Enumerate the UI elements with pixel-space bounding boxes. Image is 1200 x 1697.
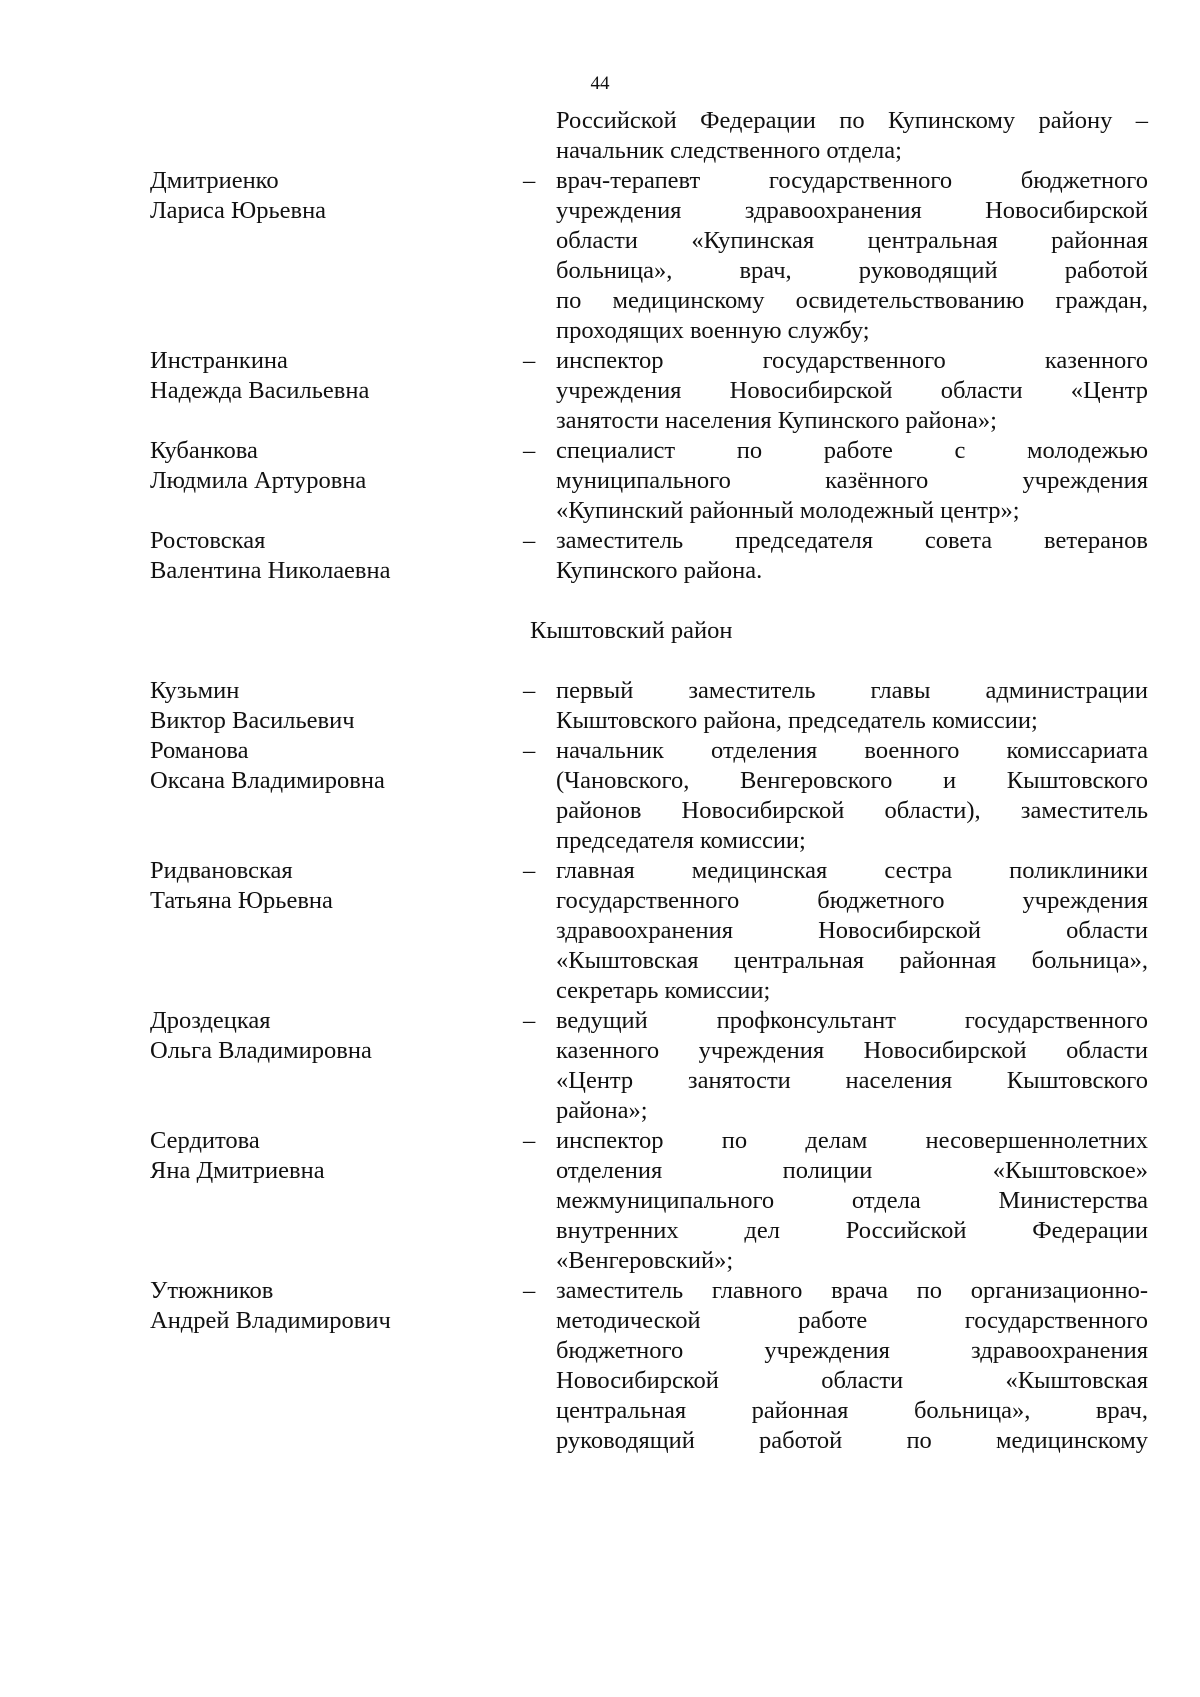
member-entry [0, 676, 1200, 736]
member-surname: Ростовская [150, 527, 266, 554]
text-line: здравоохранения Новосибирской области [556, 917, 1148, 944]
member-surname: Сердитова [150, 1127, 260, 1154]
member-name [0, 1006, 513, 1066]
text-line: заместитель председателя совета ветеранов [556, 527, 1148, 554]
member-surname: Инстранкина [150, 347, 288, 374]
member-position [556, 436, 1148, 526]
text-line: по медицинскому освидетельствованию граждан, [556, 287, 1148, 314]
text-line: центральная районная больница», врач, [556, 1397, 1148, 1424]
text-line: руководящий работой по медицинскому [556, 1427, 1148, 1454]
member-entry [0, 526, 1200, 586]
member-position [556, 526, 1148, 586]
member-name [0, 1276, 513, 1336]
member-entry [0, 166, 1200, 346]
member-entry [0, 436, 1200, 526]
text-line: муниципального казённого учреждения [556, 467, 1148, 494]
text-line: больница», врач, руководящий работой [556, 257, 1148, 284]
text-line: «Венгеровский»; [556, 1247, 734, 1274]
member-given-names: Яна Дмитриевна [150, 1157, 325, 1184]
member-position [556, 166, 1148, 346]
text-line: специалист по работе с молодежью [556, 437, 1148, 464]
entry-dash: – [523, 1277, 536, 1304]
member-name [0, 856, 513, 916]
text-line: области «Купинская центральная районная [556, 227, 1148, 254]
member-name [0, 526, 513, 586]
member-entry [0, 856, 1200, 1006]
text-line: районов Новосибирской области), заместитель [556, 797, 1148, 824]
entry-dash: – [523, 347, 536, 374]
member-entry [0, 1126, 1200, 1276]
text-line: инспектор государственного казенного [556, 347, 1148, 374]
text-line: заместитель главного врача по организационно- [556, 1277, 1148, 1304]
member-entry [0, 1276, 1200, 1456]
text-line: секретарь комиссии; [556, 977, 771, 1004]
commission-list [0, 106, 1200, 1456]
entry-dash: – [523, 437, 536, 464]
text-line: первый заместитель главы администрации [556, 677, 1148, 704]
member-surname: Дроздецкая [150, 1007, 271, 1034]
member-position [556, 346, 1148, 436]
text-line: учреждения Новосибирской области «Центр [556, 377, 1148, 404]
entry-dash: – [523, 527, 536, 554]
member-name [0, 346, 513, 406]
member-surname: Кубанкова [150, 437, 258, 464]
member-given-names: Татьяна Юрьевна [150, 887, 333, 914]
text-line: ведущий профконсультант государственного [556, 1007, 1148, 1034]
text-line: председателя комиссии; [556, 827, 806, 854]
text-line: межмуниципального отдела Министерства [556, 1187, 1148, 1214]
member-name [0, 436, 513, 496]
text-line: инспектор по делам несовершеннолетних [556, 1127, 1148, 1154]
text-line: «Купинский районный молодежный центр»; [556, 497, 1020, 524]
member-surname: Ридвановская [150, 857, 293, 884]
entry-dash: – [523, 737, 536, 764]
continuation-entry [0, 106, 1200, 166]
text-line: государственного бюджетного учреждения [556, 887, 1148, 914]
member-given-names: Ольга Владимировна [150, 1037, 372, 1064]
member-given-names: Оксана Владимировна [150, 767, 385, 794]
text-line: врач-терапевт государственного бюджетного [556, 167, 1148, 194]
entry-dash: – [523, 857, 536, 884]
text-line: Купинского района. [556, 557, 763, 584]
text-line: методической работе государственного [556, 1307, 1148, 1334]
text-line: начальник следственного отдела; [556, 137, 902, 164]
text-line: казенного учреждения Новосибирской области [556, 1037, 1148, 1064]
text-line: учреждения здравоохранения Новосибирской [556, 197, 1148, 224]
member-entry [0, 346, 1200, 436]
member-entry [0, 1006, 1200, 1126]
text-line: бюджетного учреждения здравоохранения [556, 1337, 1148, 1364]
member-position [556, 856, 1148, 1006]
entry-dash: – [523, 677, 536, 704]
text-line: «Кыштовская центральная районная больница», [556, 947, 1148, 974]
text-line: (Чановского, Венгеровского и Кыштовского [556, 767, 1148, 794]
member-name [0, 166, 513, 226]
text-line: Российской Федерации по Купинскому району – [556, 107, 1148, 134]
member-entry [0, 736, 1200, 856]
text-line: Кыштовского района, председатель комиссии; [556, 707, 1038, 734]
text-line: внутренних дел Российской Федерации [556, 1217, 1148, 1244]
entry-dash: – [523, 1127, 536, 1154]
member-name [0, 736, 513, 796]
member-surname: Кузьмин [150, 677, 240, 704]
member-given-names: Лариса Юрьевна [150, 197, 327, 224]
member-given-names: Людмила Артуровна [150, 467, 367, 494]
member-position [556, 676, 1148, 736]
member-given-names: Андрей Владимирович [150, 1307, 391, 1334]
member-given-names: Валентина Николаевна [150, 557, 391, 584]
text-line: занятости населения Купинского района»; [556, 407, 997, 434]
page-number: 44 [590, 73, 610, 94]
text-line: отделения полиции «Кыштовское» [556, 1157, 1148, 1184]
text-line: «Центр занятости населения Кыштовского [556, 1067, 1148, 1094]
member-position [556, 1006, 1148, 1126]
entry-dash: – [523, 167, 536, 194]
member-position [556, 1126, 1148, 1276]
member-name [0, 1126, 513, 1186]
member-name [0, 676, 513, 736]
member-given-names: Надежда Васильевна [150, 377, 370, 404]
section-heading: Кыштовский район [530, 617, 733, 644]
continuation-text [556, 106, 1148, 166]
text-line: Новосибирской области «Кыштовская [556, 1367, 1148, 1394]
member-position [556, 736, 1148, 856]
member-position [556, 1276, 1148, 1456]
entry-dash: – [523, 1007, 536, 1034]
text-line: проходящих военную службу; [556, 317, 870, 344]
member-surname: Утюжников [150, 1277, 274, 1304]
text-line: главная медицинская сестра поликлиники [556, 857, 1148, 884]
member-surname: Дмитриенко [150, 167, 279, 194]
member-surname: Романова [150, 737, 249, 764]
text-line: района»; [556, 1097, 648, 1124]
member-given-names: Виктор Васильевич [150, 707, 355, 734]
text-line: начальник отделения военного комиссариата [556, 737, 1148, 764]
